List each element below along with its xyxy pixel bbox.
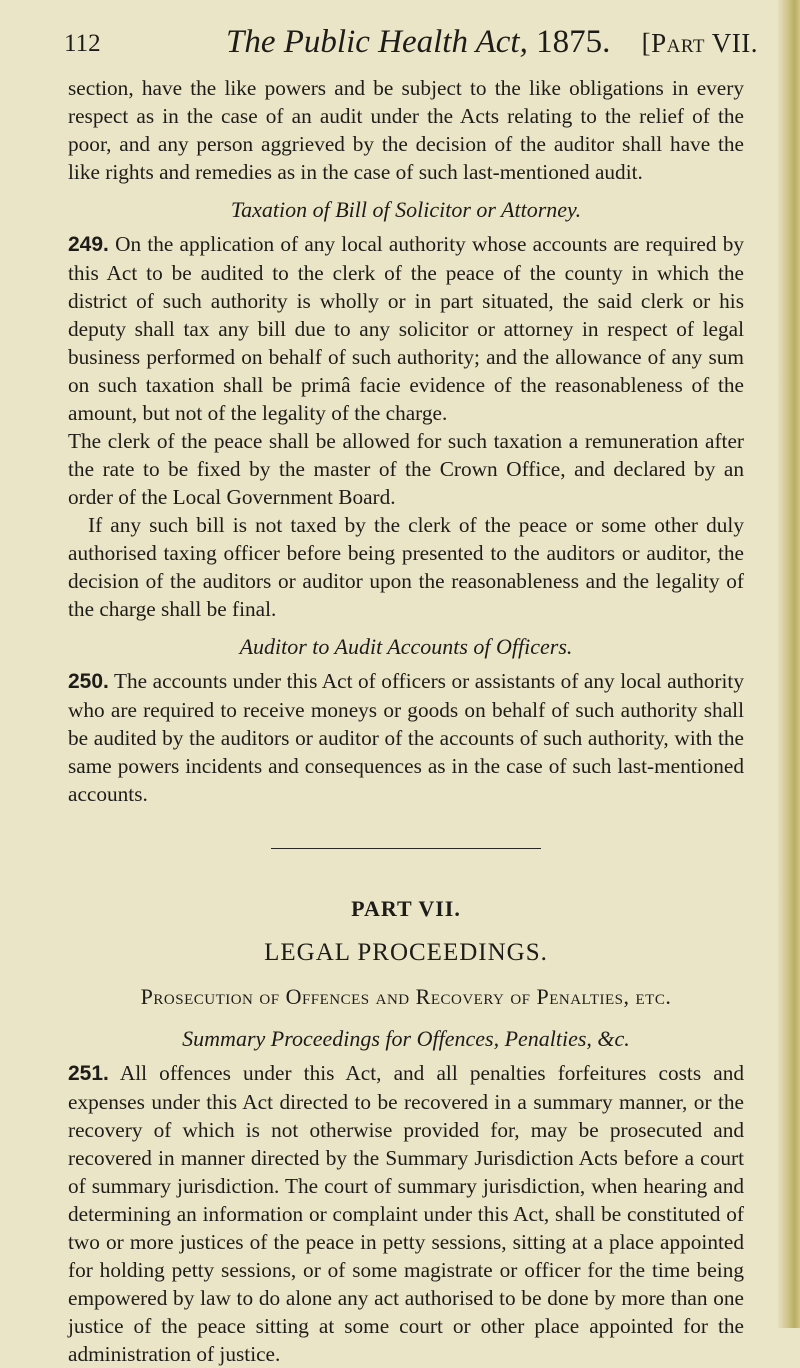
running-title-year: 1875. <box>536 24 611 60</box>
section-250 <box>68 667 744 808</box>
section-249 <box>68 230 744 427</box>
section-251 <box>68 1059 744 1368</box>
section-250-number: 250. <box>68 670 109 693</box>
part-title: PART VII. <box>351 896 461 921</box>
heading-taxation: Taxation of Bill of Solicitor or Attorney. <box>230 197 582 222</box>
running-part: [Part VII. <box>641 28 758 58</box>
running-title-text: The Public Health Act, <box>226 24 528 60</box>
running-title <box>226 24 610 61</box>
section-251-text: All offences under this Act, and all penalties forfeitures costs and expenses under this Act directed to be recovered in a summary manner, or the recovery of which is not otherwise provided for, may be prosecuted and recovered in manner directed by the Summary Jurisdiction Acts before a court of summary jurisdiction. The court of summary jurisdiction, when hearing and determining an information or complaint under this Act, shall be constituted of two or more justices of the peace in petty sessions, sitting at a place appointed for holding petty sessions, or of some magistrate or officer for the time being empowered by law to do alone any act authorised to be done by more than one justice of the peace sitting at some court or other place appointed for the administration of justice. <box>68 1061 744 1366</box>
section-249-text: On the application of any local authority whose accounts are required by this Act to be audited to the clerk of the peace of the county in which the district of such authority is wholly or in part situated, the said clerk or his deputy shall tax any bill due to any solicitor or attorney in respect of legal business performed on behalf of such authority; and the allowance of any sum on such taxation shall be primâ facie evidence of the reasonableness of the amount, but not of the legality of the charge. <box>68 232 745 425</box>
heading-prosecution: Prosecution of Offences and Recovery of Penalties, etc. <box>140 984 672 1009</box>
section-250-text: The accounts under this Act of officers or assistants of any local authority who are required to receive moneys or goods on behalf of such authority shall be audited by the auditors or auditor of the accounts of such authority, with the same powers incidents and consequences as in the case of such last-mentioned accounts. <box>68 669 744 806</box>
continued-paragraph: section, have the like powers and be subject to the like obligations in every respect as in the case of an audit under the Acts relating to the relief of the poor, and any person aggrieved by the decision of the auditor shall have the like rights and remedies as in the case of such last-mentioned audit. <box>68 76 744 184</box>
book-page <box>64 24 758 1368</box>
section-251-number: 251. <box>68 1062 109 1085</box>
section-249-paragraph-3: If any such bill is not taxed by the clerk of the peace or some other duly authorised taxing officer before being presented to the auditors or auditor, the decision of the auditors or auditor upon the reasonableness and the legality of the charge shall be final. <box>68 513 744 621</box>
running-head <box>64 24 758 74</box>
heading-summary-proceedings: Summary Proceedings for Offences, Penalties, &c. <box>182 1026 630 1051</box>
section-249-number: 249. <box>68 233 109 256</box>
part-subtitle: LEGAL PROCEEDINGS. <box>264 939 548 966</box>
section-249-paragraph-2: The clerk of the peace shall be allowed for such taxation a remuneration after the rate to be fixed by the master of the Crown Office, and declared by an order of the Local Government Board. <box>68 429 744 509</box>
page-number: 112 <box>64 30 101 57</box>
heading-auditor: Auditor to Audit Accounts of Officers. <box>239 634 573 659</box>
page-edge-shadow <box>778 0 800 1328</box>
